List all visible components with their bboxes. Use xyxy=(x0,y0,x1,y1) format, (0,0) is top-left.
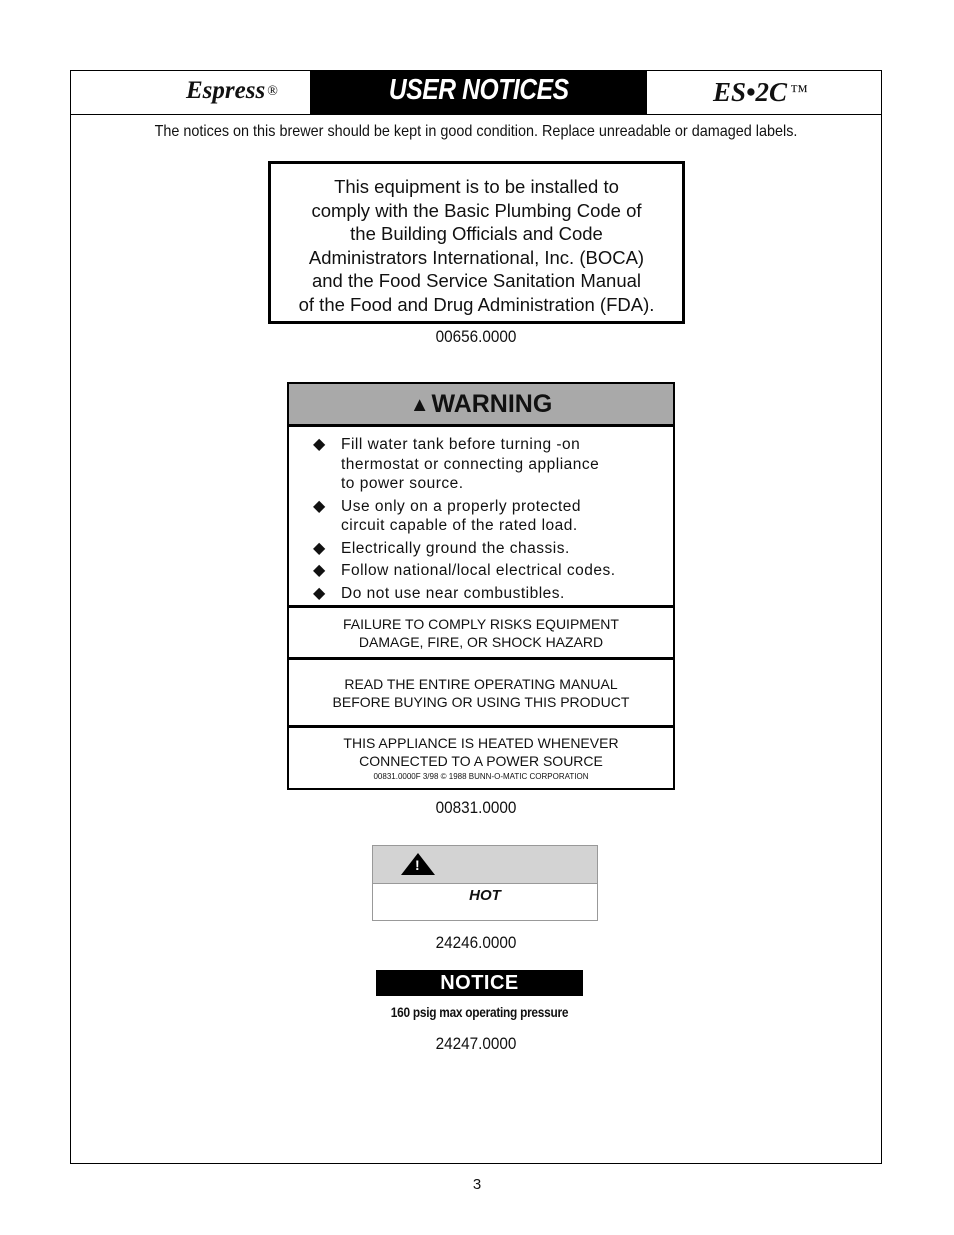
model-name: ES•2C ™ xyxy=(713,77,808,107)
warning-bullet: ◆ Fill water tank before turning -on thermostat or connecting appliance to power source. xyxy=(313,436,600,492)
brand-espress: Espress ® xyxy=(186,77,278,104)
diamond-bullet-icon: ◆ xyxy=(313,562,326,579)
hot-label-header xyxy=(373,846,597,884)
warning-heading: ▲WARNING xyxy=(289,384,673,427)
diamond-bullet-icon: ◆ xyxy=(313,539,326,557)
boca-line: and the Food Service Sanitation Manual xyxy=(311,270,642,292)
boca-label-code: 00656.0000 xyxy=(435,327,517,346)
boca-line: comply with the Basic Plumbing Code of xyxy=(311,199,642,221)
page-title: USER NOTICES xyxy=(388,74,569,106)
notice-label-code: 24247.0000 xyxy=(435,1034,517,1053)
warning-bullet: ◆ Follow national/local electrical codes. xyxy=(313,562,616,579)
boca-line: the Building Officials and Code xyxy=(350,223,603,245)
hot-label-code: 24246.0000 xyxy=(435,933,517,952)
hot-label xyxy=(372,845,598,921)
boca-line: This equipment is to be installed to xyxy=(334,176,619,197)
diamond-bullet-icon: ◆ xyxy=(313,497,326,515)
read-manual-section: READ THE ENTIRE OPERATING MANUAL BEFORE BUYING OR USING THIS PRODUCT xyxy=(289,660,673,728)
title-bar xyxy=(310,71,647,114)
boca-line: of the Food and Drug Administration (FDA). xyxy=(298,293,655,315)
warning-triangle-icon: ▲ xyxy=(409,394,430,416)
warning-bullet: ◆ Electrically ground the chassis. xyxy=(313,539,570,557)
diamond-bullet-icon: ◆ xyxy=(313,584,326,602)
warning-bullet: ◆ Do not use near combustibles. xyxy=(313,584,565,602)
notice-text: 160 psig max operating pressure xyxy=(390,1005,569,1020)
page-frame xyxy=(70,70,882,1164)
fine-print: 00831.0000F 3/98 © 1988 BUNN-O-MATIC CORPORATION xyxy=(373,772,589,781)
notice-label-bar xyxy=(376,970,583,996)
boca-line: Administrators International, Inc. (BOCA) xyxy=(308,246,645,268)
hot-text: HOT xyxy=(469,887,501,904)
page-number: 3 xyxy=(472,1176,482,1193)
notice-heading: NOTICE xyxy=(440,972,519,994)
warning-triangle-icon: ! xyxy=(401,853,435,875)
boca-label xyxy=(268,161,685,324)
heated-section: THIS APPLIANCE IS HEATED WHENEVER CONNECTED TO A POWER SOURCE 00831.0000F 3/98 © 1988 BUNN-O-MATIC CORPORATION xyxy=(289,728,673,788)
warning-label-code: 00831.0000 xyxy=(435,798,517,817)
warning-bullets xyxy=(289,427,673,608)
diamond-bullet-icon: ◆ xyxy=(313,436,326,453)
page-header xyxy=(71,71,881,115)
warning-label xyxy=(287,382,675,790)
intro-text: The notices on this brewer should be kept in good condition. Replace unreadable or damaged labels. xyxy=(154,123,798,140)
failure-section: FAILURE TO COMPLY RISKS EQUIPMENT DAMAGE, FIRE, OR SHOCK HAZARD xyxy=(289,608,673,660)
warning-bullet: ◆ Use only on a properly protected circuit capable of the rated load. xyxy=(313,497,582,534)
